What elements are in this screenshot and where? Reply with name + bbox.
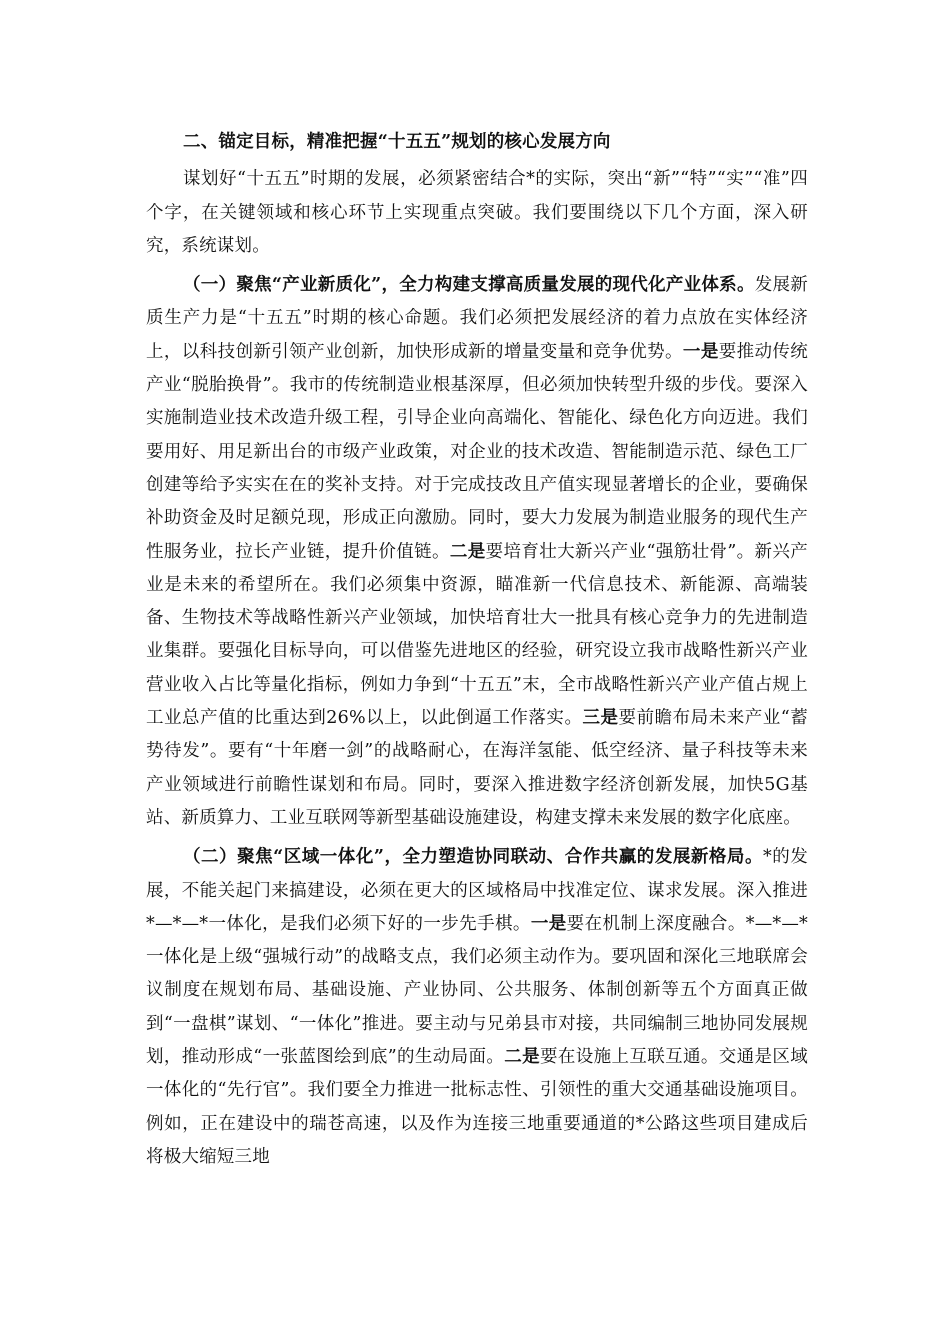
part1-keyword-3: 三是	[582, 708, 619, 729]
part1-text-3: 要培育壮大新兴产业“强筋壮骨”。新兴产业是未来的希望所在。我们必须集中资源，瞄准新一代信息技术、新能源、高端装备、生物技术等战略性新兴产业领域，加快培育壮大一批具有核心竞争力的先进制造业集群。要强化目标导向，可以借鉴先进地区的经验，研究设立我市战略性新兴产业营业收入占比等量化指标，例如力争到“十五五”末，全市战略性新兴产业产值占规上工业总产值的比重达到26%以上，以此倒逼工作落实。	[146, 541, 809, 729]
part2-keyword-1: 一是	[530, 913, 567, 934]
part2-title: （二）聚焦“区域一体化”，全力塑造协同联动、合作共赢的发展新格局。	[183, 847, 763, 868]
part2-paragraph	[146, 841, 808, 1174]
section-heading: 二、锚定目标，精准把握“十五五”规划的核心发展方向	[183, 132, 611, 152]
part1-title: （一）聚焦“产业新质化”，全力构建支撑高质量发展的现代化产业体系。	[183, 275, 755, 296]
part2-keyword-2: 二是	[504, 1047, 541, 1068]
part1-text-1: 发展新质生产力是“十五五”时期的核心命题。我们必须把发展经济的着力点放在实体经济上，以科技创新引领产业创新，加快形成新的增量变量和竞争优势。	[146, 275, 808, 362]
part1-keyword-1: 一是	[682, 341, 719, 362]
part1-paragraph	[146, 269, 808, 835]
part2-text-1: *的发展，不能关起门来搞建设，必须在更大的区域格局中找准定位、谋求发展。深入推进*—*—*一体化，是我们必须下好的一步先手棋。	[146, 847, 808, 934]
part1-text-2: 要推动传统产业“脱胎换骨”。我市的传统制造业根基深厚，但必须加快转型升级的步伐。要深入实施制造业技术改造升级工程，引导企业向高端化、智能化、绿色化方向迈进。我们要用好、用足新出台的市级产业政策，对企业的技术改造、智能制造示范、绿色工厂创建等给予实实在在的奖补支持。对于完成技改且产值实现显著增长的企业，要确保补助资金及时足额兑现，形成正向激励。同时，要大力发展为制造业服务的现代生产性服务业，拉长产业链，提升价值链。	[146, 341, 809, 562]
document-body	[146, 126, 808, 1180]
part1-text-4: 要前瞻布局未来产业“蓄势待发”。要有“十年磨一剑”的战略耐心，在海洋氢能、低空经济、量子科技等未来产业领域进行前瞻性谋划和布局。同时，要深入推进数字经济创新发展，加快5G基站、新质算力、工业互联网等新型基础设施建设，构建支撑未来发展的数字化底座。	[146, 708, 808, 828]
part2-text-3: 要在设施上互联互通。交通是区域一体化的“先行官”。我们要全力推进一批标志性、引领性的重大交通基础设施项目。例如，正在建设中的瑞苍高速，以及作为连接三地重要通道的*公路这些项目建成后将极大缩短三地	[146, 1047, 809, 1167]
part1-keyword-2: 二是	[449, 541, 486, 562]
intro-paragraph: 谋划好“十五五”时期的发展，必须紧密结合*的实际，突出“新”“特”“实”“准”四个字，在关键领域和核心环节上实现重点突破。我们要围绕以下几个方面，深入研究，系统谋划。	[146, 169, 808, 256]
part2-text-2: 要在机制上深度融合。*—*—*一体化是上级“强城行动”的战略支点，我们必须主动作为。要巩固和深化三地联席会议制度在规划布局、基础设施、产业协同、公共服务、体制创新等五个方面真正做到“一盘棋”谋划、“一体化”推进。要主动与兄弟县市对接，共同编制三地协同发展规划，推动形成“一张蓝图绘到底”的生动局面。	[146, 913, 808, 1068]
